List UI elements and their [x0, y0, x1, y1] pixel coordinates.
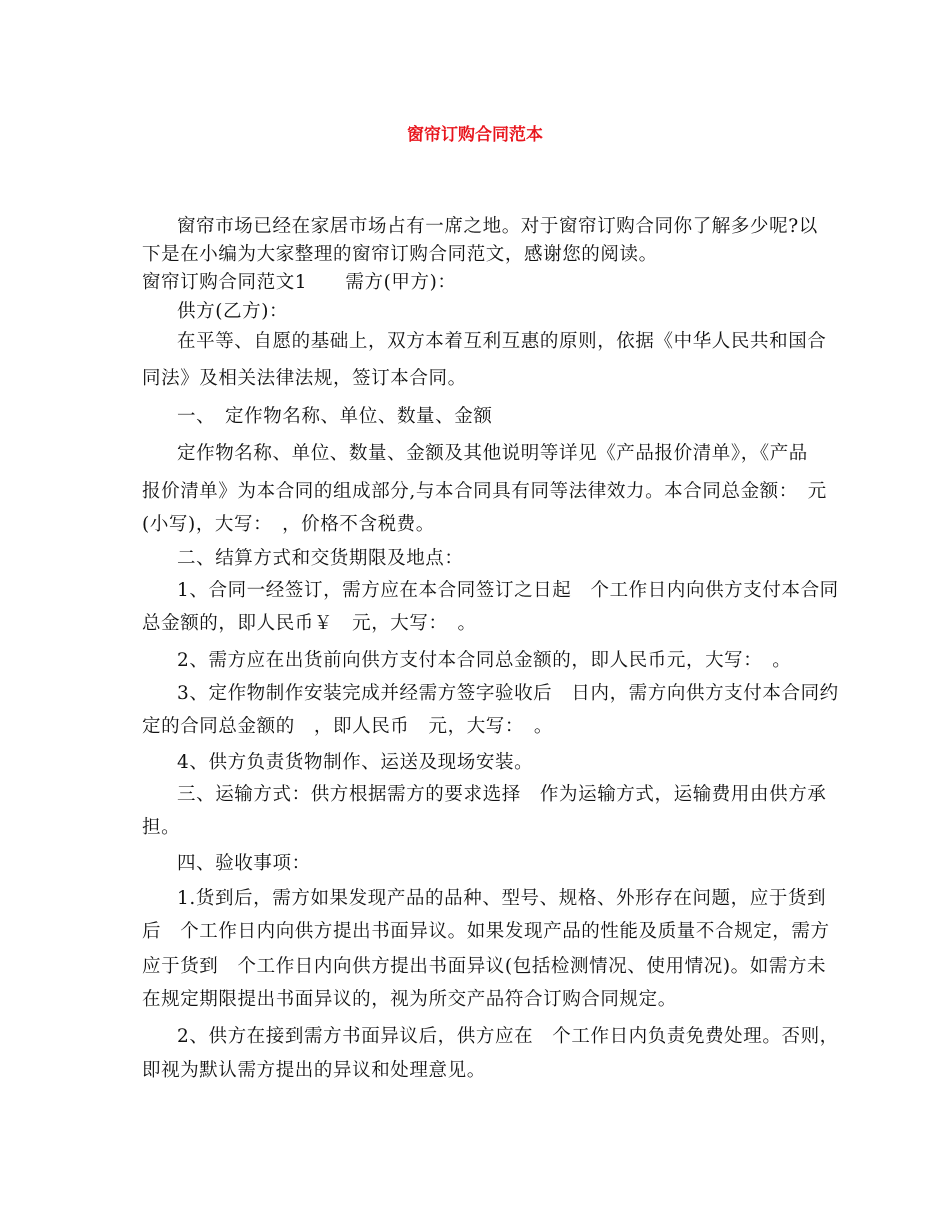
paragraph-line: 同法》及相关法律法规，签订本合同。 [142, 368, 467, 389]
paragraph-line: 2、供方在接到需方书面异议后，供方应在 个工作日内负责免费处理。否则， [177, 1026, 839, 1047]
paragraph-line: 供方(乙方)： [177, 301, 289, 322]
paragraph-line: 4、供方负责货物制作、运送及现场安装。 [177, 752, 534, 773]
paragraph-line: 应于货到 个工作日内向供方提出书面异议(包括检测情况、使用情况)。如需方未 [142, 956, 827, 977]
paragraph-line: 后 个工作日内向供方提出书面异议。如果发现产品的性能及质量不合规定，需方 [142, 921, 830, 942]
paragraph-line: 三、运输方式：供方根据需方的要求选择 作为运输方式，运输费用由供方承 [177, 784, 827, 805]
paragraph-line: 报价清单》为本合同的组成部分,与本合同具有同等法律效力。本合同总金额： 元 [142, 481, 827, 502]
paragraph-line: 即视为默认需方提出的异议和处理意见。 [142, 1060, 486, 1081]
document-title: 窗帘订购合同范本 [407, 125, 543, 145]
paragraph-line: 1.货到后，需方如果发现产品的品种、型号、规格、外形存在问题，应于货到 [177, 888, 827, 909]
paragraph-line: 担。 [142, 817, 181, 838]
paragraph-line: 四、验收事项： [177, 853, 311, 874]
paragraph-line: 3、定作物制作安装完成并经需方签字验收后 日内，需方向供方支付本合同约 [177, 683, 839, 704]
paragraph-line: 2、需方应在出货前向供方支付本合同总金额的，即人民币元，大写： 。 [177, 650, 792, 671]
paragraph-line: 定作物名称、单位、数量、金额及其他说明等详见《产品报价清单》，《产品 [177, 443, 808, 464]
paragraph-line: 窗帘订购合同范文1 需方(甲方)： [142, 272, 457, 293]
paragraph-line: 1、合同一经签订，需方应在本合同签订之日起 个工作日内向供方支付本合同 [177, 580, 839, 601]
paragraph-line: (小写)，大写： ，价格不含税费。 [142, 514, 435, 535]
paragraph-line: 在规定期限提出书面异议的，视为所交产品符合订购合同规定。 [142, 989, 677, 1010]
paragraph-line: 总金额的，即人民币￥ 元，大写： 。 [142, 613, 477, 634]
paragraph-line: 一、 定作物名称、单位、数量、金额 [177, 406, 493, 427]
paragraph-line: 在平等、自愿的基础上，双方本着互利互惠的原则，依据《中华人民共和国合 [177, 331, 827, 352]
paragraph-line: 窗帘市场已经在家居市场占有一席之地。对于窗帘订购合同你了解多少呢?以 [177, 216, 818, 237]
paragraph-line: 二、结算方式和交货期限及地点： [177, 548, 464, 569]
paragraph-line: 定的合同总金额的 ，即人民币 元，大写： 。 [142, 716, 553, 737]
paragraph-line: 下是在小编为大家整理的窗帘订购合同范文，感谢您的阅读。 [142, 244, 658, 265]
